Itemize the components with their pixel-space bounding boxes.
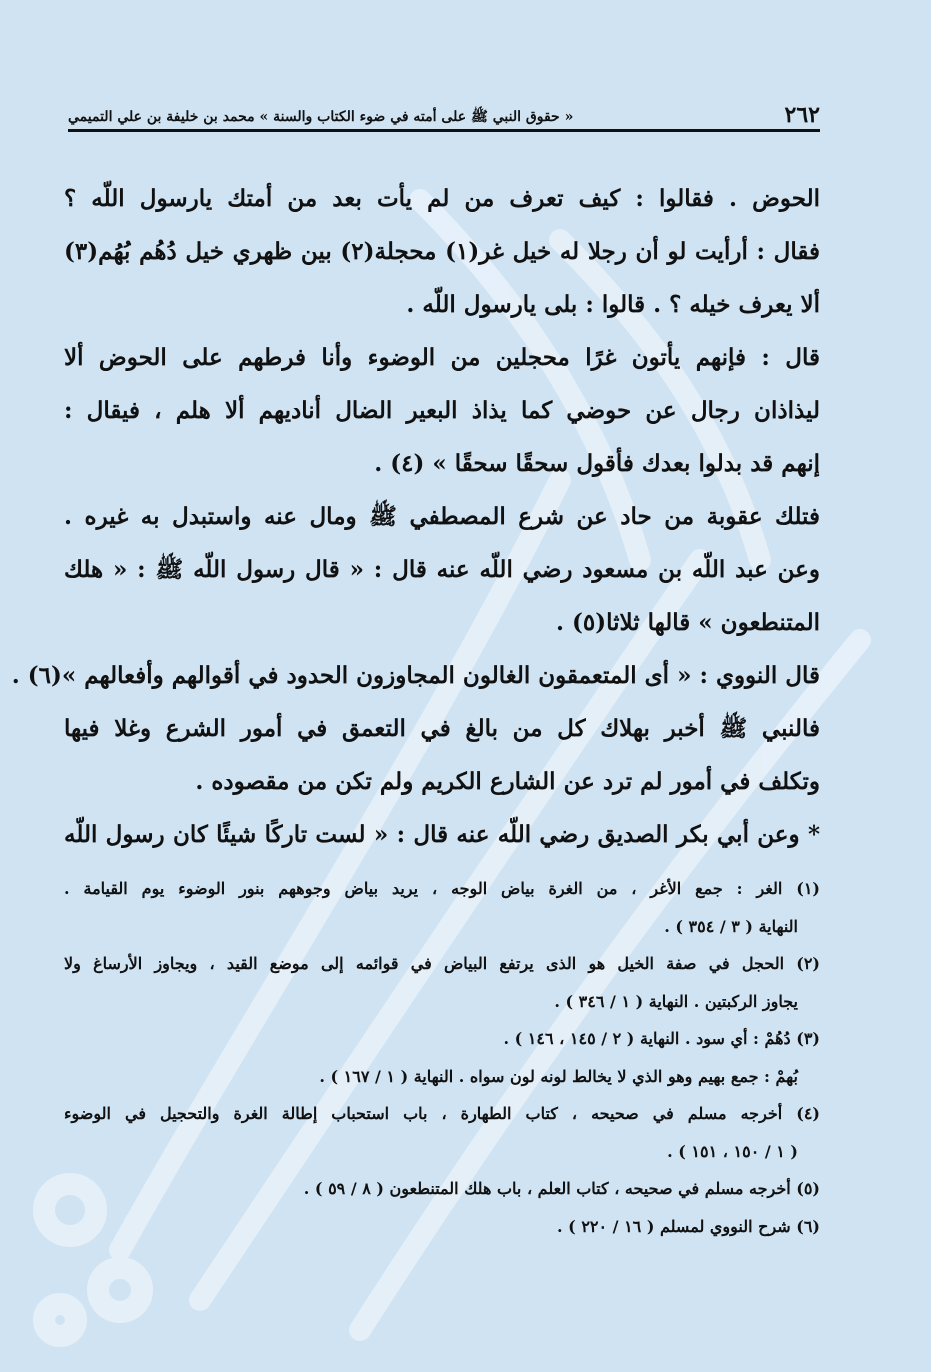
text-line: وتكلف في أمور لم ترد عن الشارع الكريم ولم تكن من مقصوده . <box>195 768 820 795</box>
text-line: قال : فإنهم يأتون غرًا محجلين من الوضوء وأنا فرطهم على الحوض ألا <box>64 344 820 371</box>
footnote-line: يجاوز الركبتين . النهاية ( ١ / ٣٤٦ ) . <box>554 991 798 1011</box>
footnotes <box>64 870 820 1245</box>
footnote-line: بُهمْ : جمع بهيم وهو الذي لا يخالط لونه لون سواه . النهاية ( ١ / ١٦٧ ) . <box>319 1066 798 1086</box>
text-line: ألا يعرف خيله ؟ . قالوا : بلى يارسول اللّه . <box>406 291 820 318</box>
text-line: إنهم قد بدلوا بعدك فأقول سحقًا سحقًا » (٤) . <box>374 450 820 477</box>
main-text <box>11 172 820 861</box>
footnote-line: ( ١ / ١٥٠ ، ١٥١ ) . <box>667 1141 798 1161</box>
text-line: فتلك عقوبة من حاد عن شرع المصطفي ﷺ ومال عنه واستبدل به غيره . <box>64 503 820 530</box>
footnote-line: (١) الغر : جمع الأغر ، من الغرة بياض الوجه ، يريد بياض وجوههم بنور الوضوء يوم القيامة . <box>64 879 820 898</box>
footnote-line: النهاية ( ٣ / ٣٥٤ ) . <box>664 916 798 936</box>
footnote-line: (٥) أخرجه مسلم في صحيحه ، كتاب العلم ، باب هلك المتنطعون ( ٨ / ٥٩ ) . <box>303 1179 820 1198</box>
page-number: ٢٦٢ <box>784 102 820 128</box>
footnote-line: (٢) الحجل في صفة الخيل هو الذى يرتفع البياض في قوائمه إلى موضع القيد ، ويجاوز الأرساغ ولا <box>64 954 820 973</box>
running-title: « حقوق النبي ﷺ على أمته في ضوء الكتاب والسنة » محمد بن خليفة بن علي التميمي <box>68 109 574 125</box>
footnote-line: (٤) أخرجه مسلم في صحيحه ، كتاب الطهارة ، باب استحباب إطالة الغرة والتحجيل في الوضوء <box>64 1104 820 1123</box>
text-line: ليذاذان رجال عن حوضي كما يذاذ البعير الضال أناديهم ألا هلم ، فيقال : <box>64 397 820 424</box>
text-line: فالنبي ﷺ أخبر بهلاك كل من بالغ في التعمق في أمور الشرع وغلا فيها <box>64 715 820 742</box>
footnote-line: (٣) دُهُمْ : أي سود . النهاية ( ٢ / ١٤٥ ، ١٤٦ ) . <box>503 1029 820 1048</box>
page-header <box>68 92 820 128</box>
header-rule <box>68 129 820 132</box>
text-line: * وعن أبي بكر الصديق رضي اللّه عنه قال : « لست تاركًا شيئًا كان رسول اللّه <box>64 821 820 848</box>
text-line: وعن عبد اللّه بن مسعود رضي اللّه عنه قال : « قال رسول اللّه ﷺ : « هلك <box>64 556 820 583</box>
text-line: المتنطعون » قالها ثلاثا(٥) . <box>555 609 820 636</box>
text-line: الحوض . فقالوا : كيف تعرف من لم يأت بعد من أمتك يارسول اللّه ؟ <box>64 185 820 212</box>
text-line: فقال : أرأيت لو أن رجلا له خيل غر(١) محجلة(٢) بين ظهري خيل دُهُم بُهُم(٣) <box>64 238 820 265</box>
footnote-line: (٦) شرح النووي لمسلم ( ١٦ / ٢٢٠ ) . <box>557 1216 820 1236</box>
text-line: قال النووي : « أى المتعمقون الغالون المجاوزون الحدود في أقوالهم وأفعالهم »(٦) . <box>11 662 820 689</box>
